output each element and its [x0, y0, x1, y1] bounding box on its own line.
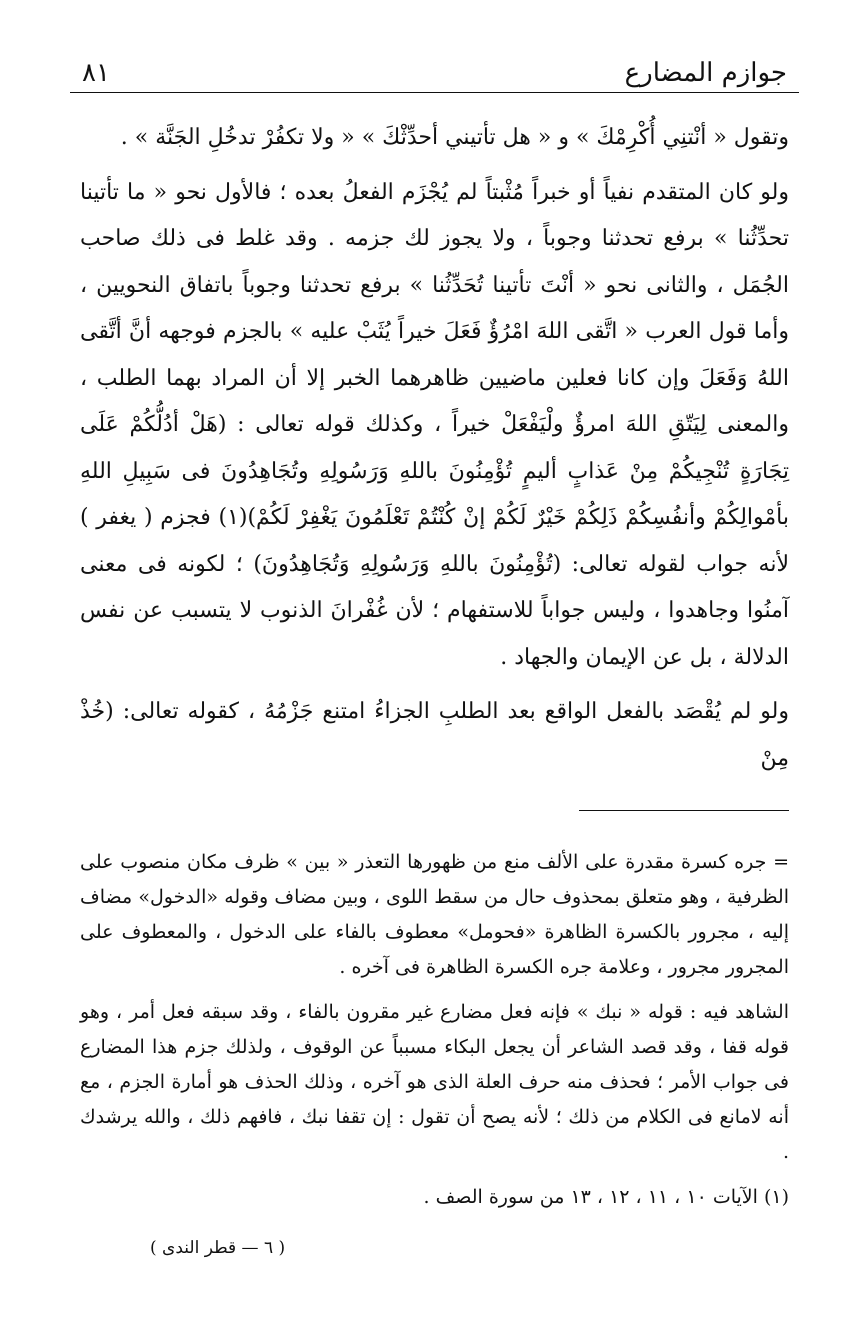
main-text [80, 115, 789, 782]
footnotes [80, 845, 789, 1215]
signature-mark: ( ٦ — قطر الندى ) [150, 1238, 286, 1258]
footnote-evidence: الشاهد فيه : قوله « نبك » فإنه فعل مضارع غير مقرون بالفاء ، وقد سبقه فعل أمر ، وهو قوله قفا ، وقد قصد الشاعر أن يجعل البكاء مسبباً عن الوقوف ، ولذلك جزم هذا المضارع فى جواب الأمر ؛ فحذف منه حرف العلة الذى هو آخره ، وذلك الحذف هو أمارة الجزم ، مع أنه لامانع فى الكلام من ذلك ؛ لأنه يصح أن تقول : إن تقفا نبك ، فافهم ذلك ، والله يرشدك . [80, 1001, 789, 1163]
footnote-divider [579, 810, 789, 811]
paragraph-1: وتقول « أنْتنِي أُكْرِمْكَ » و « هل تأتيني أحدِّثْكَ » « ولا تكفُرْ تدخُلِ الجَنَّة » . [120, 125, 789, 150]
page-number: ٨١ [82, 58, 110, 88]
running-header [70, 48, 799, 93]
paragraph-3: ولو لم يُقْصَد بالفعل الواقع بعد الطلبِ الجزاءُ امتنع جَزْمُهُ ، كقوله تعالى: (خُذْ مِنْ [80, 699, 789, 771]
paragraph-2: ولو كان المتقدم نفياً أو خبراً مُثْبتاً لم يُجْزَم الفعلُ بعده ؛ فالأول نحو « ما تأتينا تحدِّثُنا » برفع تحدثنا وجوباً ، ولا يجوز لك جزمه . وقد غلط فى ذلك صاحب الجُمَل ، والثانى نحو « أنْتَ تأتينا تُحَدِّثُنا » برفع تحدثنا وجوباً باتفاق النحويين ، وأما قول العرب « اتَّقى اللهَ امْرُؤٌ فَعَلَ خيراً يُثَبْ عليه » بالجزم فوجهه أنَّ أتَّقى اللهُ وَفَعَلَ وإن كانا فعلين ماضيين ظاهرهما الخبر إلا أن المراد بهما الطلب ، والمعنى لِيَتّقِ اللهَ امرؤٌ ولْيَفْعَلْ خيراً ، وكذلك قوله تعالى : (هَلْ أدُلُّكُمْ عَلَى تِجَارَةٍ تُنْجِيكُمْ مِنْ عَذابٍ أليمٍ تُؤْمِنُونَ باللهِ وَرَسُولِهِ وتُجَاهِدُونَ فى سَبِيلِ اللهِ بأمْوالِكُمْ وأنفُسِكُمْ ذَلِكُمْ خَيْرٌ لَكُمْ إنْ كُنْتُمْ تَعْلَمُونَ يَغْفِرْ لَكُمْ)(١) فجزم ( يغفر ) لأنه جواب لقوله تعالى: (تُؤْمِنُونَ باللهِ وَرَسُولِهِ وَتُجَاهِدُونَ) ؛ لكونه فى معنى آمنُوا وجاهدوا ، وليس جواباً للاستفهام ؛ لأن غُفْرانَ الذنوب لا يتسبب عن نفس الدلالة ، بل عن الإيمان والجهاد . [80, 179, 789, 670]
footnote-continuation: = جره كسرة مقدرة على الألف منع من ظهورها التعذر « بين » ظرف مكان منصوب على الظرفية ، وهو متعلق بمحذوف حال من سقط اللوى ، وبين مضاف وقوله «الدخول» مضاف إليه ، مجرور بالكسرة الظاهرة «فحومل» معطوف بالفاء على الدخول ، والمعطوف على المجرور مجرور ، وعلامة جره الكسرة الظاهرة فى آخره . [80, 851, 789, 978]
page-title: جوازم المضارع [624, 58, 787, 88]
footnote-1: (١) الآيات ١٠ ، ١١ ، ١٢ ، ١٣ من سورة الصف . [423, 1186, 789, 1208]
